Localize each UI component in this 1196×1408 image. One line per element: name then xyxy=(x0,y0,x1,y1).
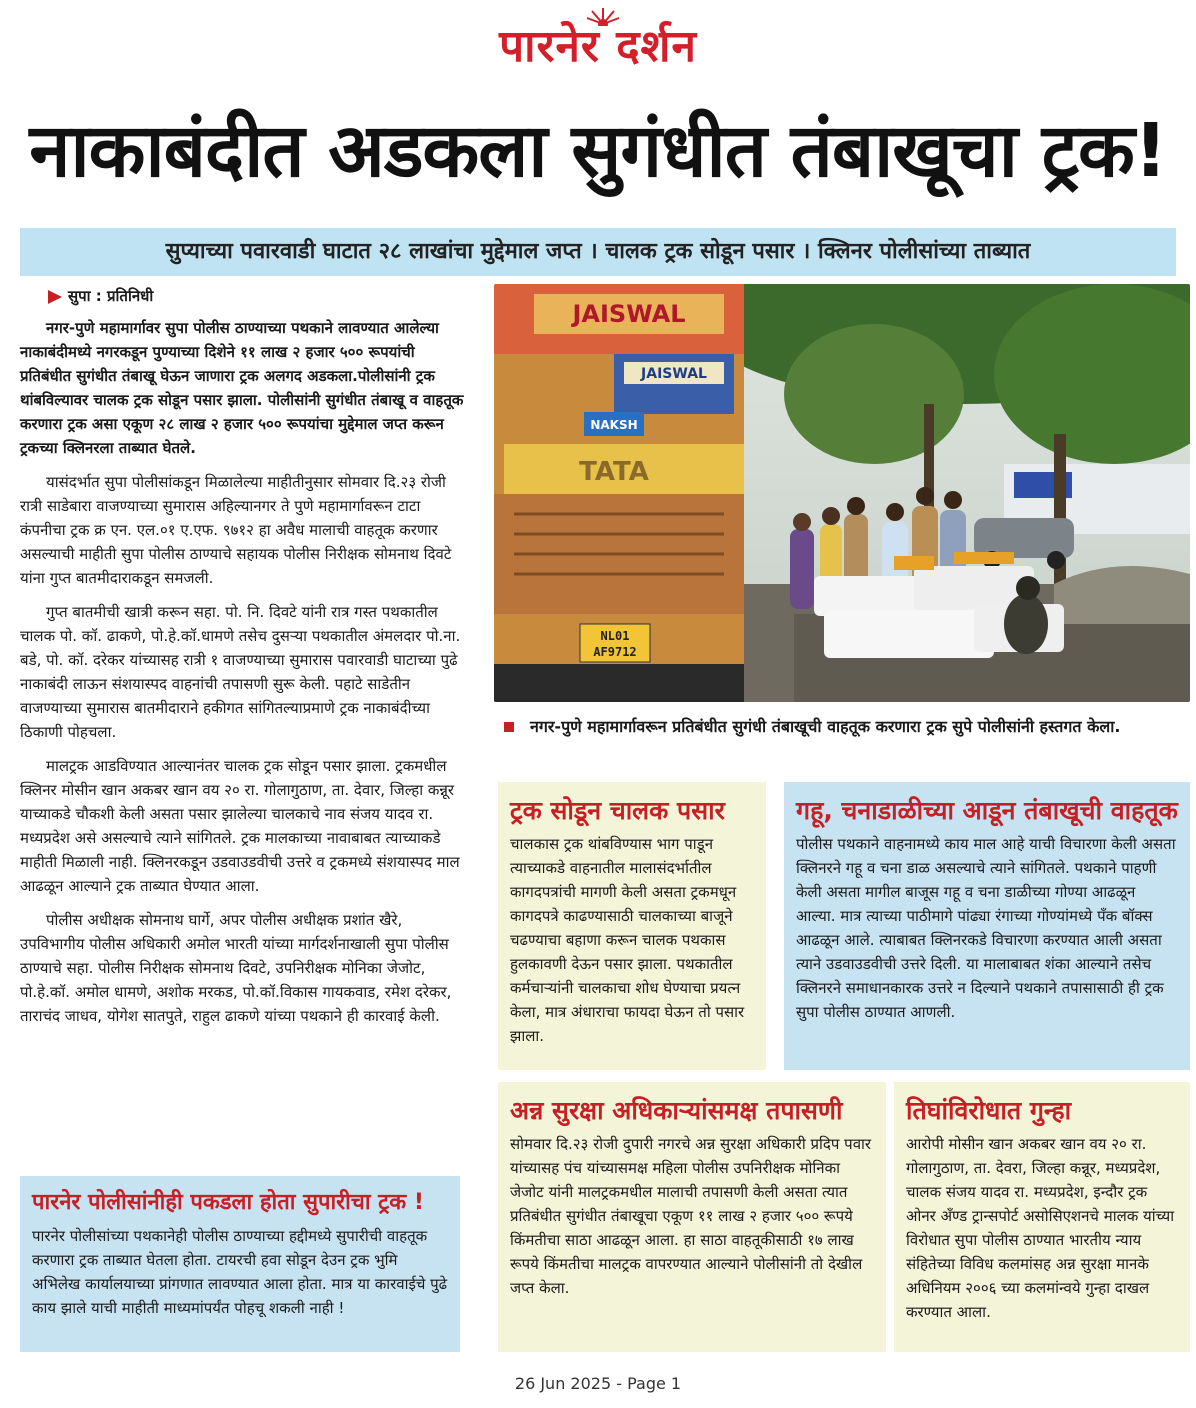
box-title: अन्न सुरक्षा अधिकाऱ्यांसमक्ष तपासणी xyxy=(510,1096,843,1125)
page-footer: 26 Jun 2025 - Page 1 xyxy=(514,1374,682,1393)
sidebar-box-food-safety xyxy=(498,1082,886,1352)
article-paragraph: पोलीस अधीक्षक सोमनाथ घार्गे, अपर पोलीस अधीक्षक प्रशांत खैरे, उपविभागीय पोलीस अधिकारी अमोल भारती यांच्या मार्गदर्शनाखाली सुपा पोलीस ठाण्याचे सहा. पोलीस निरीक्षक सोमनाथ दिवटे, उपनिरीक्षक मोनिका जेजोट, पो.हे.कॉ. अमोल धामणे, अशोक मरकड, पो.कॉ.विकास गायकवाड, रमेश दरेकर, ताराचंद जाधव, योगेश सातपुते, राहुल ढाकणे यांच्या पथकाने ही कारवाई केली. xyxy=(20,911,452,1025)
news-photo xyxy=(494,284,1190,702)
box-body: चालकास ट्रक थांबविण्यास भाग पाडून त्याच्याकडे वाहनातील मालासंदर्भातील कागदपत्रांची मागणी केली असता ट्रकमधून कागदपत्रे काढण्यासाठी चालकाच्या बाजूने चढण्याचा बहाणा करून चालक पथकास हुलकावणी देऊन पसार झाला. पथकातील कर्मचाऱ्यांनी चालकाचा शोध घेण्याचा प्रयत्न केला, मात्र अंधाराचा फायदा घेऊन तो पसार झाला. xyxy=(510,835,745,1045)
square-marker-icon xyxy=(504,722,514,732)
article-lead: नगर-पुणे महामार्गावर सुपा पोलीस ठाण्याच्या पथकाने लावण्यात आलेल्या नाकाबंदीमध्ये नगरकडून पुण्याच्या दिशेने ११ लाख २ हजार ५०० रूपयांची प्रतिबंधीत सुगंधीत तंबाखू घेऊन जाणारा ट्रक अलगद अडकला.पोलीसांनी ट्रक थांबविल्यावर चालक ट्रक सोडून पसार झाला. पोलीसांनी सुगंधीत तंबाखू व वाहतूक करणारा ट्रक असा एकूण २८ लाख २ हजार ५०० रूपयांचा मुद्देमाल जप्त करून ट्रकच्या क्लिनरला ताब्यात घेतले. xyxy=(20,319,464,457)
box-body: सोमवार दि.२३ रोजी दुपारी नगरचे अन्न सुरक्षा अधिकारी प्रदिप पवार यांच्यासह पंच यांच्यासमक्ष महिला पोलीस उपनिरीक्षक मोनिका जेजोट यांनी मालट्रकमधील मालाची तपासणी केली असता त्यात प्रतिबंधीत सुगंधीत तंबाखूचा एकूण ११ लाख २ हजार ५०० रूपये किंमतीचा साठा आढळून आला. हा साठा वाहतूकीसाठी १७ लाख रूपये किंमतीचा मालट्रक वापरण्यात आल्याने पोलीसांनी तो देखील जप्त केला. xyxy=(510,1135,872,1297)
box-title: तिघांविरोधात गुन्हा xyxy=(906,1096,1072,1125)
article-body xyxy=(20,316,470,1038)
box-body: पोलीस पथकाने वाहनामध्ये काय माल आहे याची विचारणा केली असता क्लिनरने गहू व चना डाळ असल्याचे त्याने सांगितले. पथकाने पाहणी केली असता मागील बाजूस गहू व चना डाळीच्या गोण्या आढळून आल्या. मात्र त्याच्या पाठीमागे पांढ्या रंगाच्या गोण्यांमध्ये पँक बॉक्स आढळून आले. त्याबाबत क्लिनरकडे विचारणा करण्यात आली असता त्याने उडवाउडवीची उत्तरे दिली. या मालाबाबत शंका आल्याने तसेच क्लिनरने समाधानकारक उत्तरे न दिल्याने पथकाने तपासासाठी ही ट्रक सुपा पोलीस ठाण्यात आणली. xyxy=(796,835,1176,1021)
plate-line-1: NL01 xyxy=(600,629,630,643)
subhead: सुप्याच्या पवारवाडी घाटात २८ लाखांचा मुद्देमाल जप्त । चालक ट्रक सोडून पसार । क्लिनर पोलीसांच्या ताब्यात xyxy=(165,239,1031,264)
box-title: पारनेर पोलीसांनीही पकडला होता सुपारीचा ट्रक ! xyxy=(32,1190,424,1215)
sidebar-box-parner-police xyxy=(20,1176,460,1352)
article-paragraph: यासंदर्भात सुपा पोलीसांकडून मिळालेल्या माहीतीनुसार सोमवार दि.२३ रोजी रात्री साडेबारा वाजण्याच्या सुमारास अहिल्यानगर ते पुणे महामार्गावरून टाटा कंपनीचा ट्रक क्र एन. एल.०१ ए.एफ. ९७१२ हा अवैध मालाची वाहतूक करणार असल्याची माहीती सुपा पोलीस ठाण्याचे सहायक पोलीस निरीक्षक सोमनाथ दिवटे यांना गुप्त बातमीदाराकडून समजली. xyxy=(20,473,452,587)
byline xyxy=(48,286,153,306)
arrow-marker-icon xyxy=(48,290,62,304)
naksh-label: NAKSH xyxy=(590,418,638,432)
byline-text: सुपा : प्रतिनिधी xyxy=(68,287,154,305)
box-body: पारनेर पोलीसांच्या पथकानेही पोलीस ठाण्याच्या हद्दीमध्ये सुपारीची वाहतूक करणारा ट्रक ताब्यात घेतला होता. टायरची हवा सोडून देउन ट्रक भुमि अभिलेख कार्यालयाच्या प्रांगणात लावण्यात आला होता. मात्र या कारवाईचे पुढे काय झाले याची माहीती माध्यमांपर्यंत पोहचू शकली नाही ! xyxy=(32,1227,448,1317)
truck-mid-label: JAISWAL xyxy=(641,366,707,382)
box-title: गहू, चनाडाळीच्या आडून तंबाखूची वाहतूक xyxy=(796,796,1178,825)
article-paragraph: गुप्त बातमीची खात्री करून सहा. पो. नि. दिवटे यांनी रात्र गस्त पथकातील चालक पो. कॉ. ढाकणे, पो.हे.कॉ.धामणे तसेच दुसऱ्या पथकातील अंमलदार पो.ना. बडे, पो. कॉ. दरेकर यांच्यासह रात्री १ वाजण्याच्या सुमारास पवारवाडी घाटाच्या पुढे नाकाबंदी लाऊन संशयास्पद वाहनांची तपासणी सुरू केली. पहाटे साडेतीन वाजण्याच्या सुमारास बातमीदाराने हकीगत सांगितल्याप्रमाणे ट्रक नाकाबंदीच्या ठिकाणी पोहचला. xyxy=(20,603,461,741)
masthead xyxy=(0,6,1196,76)
article-paragraph: मालट्रक आडविण्यात आल्यानंतर चालक ट्रक सोडून पसार झाला. ट्रकमधील क्लिनर मोसीन खान अकबर खान वय २० रा. गोलागुठाण, ता. देवार, जिल्हा कन्नूर याच्याकडे चौकशी केली असता पसार झालेल्या चालकाचे नाव संजय यादव रा. मध्यप्रदेश असे असल्याचे त्याने सांगितले. ट्रक मालकाच्या नावाबाबत त्याच्याकडे माहीती मिळाली नाही. क्लिनरकडून उडवाउडवीची उत्तरे व ट्रकमध्ये संशयास्पद माल आढळून आल्याने ट्रक ताब्यात घेण्यात आला. xyxy=(20,757,460,895)
caption-text: नगर-पुणे महामार्गावरून प्रतिबंधीत सुगंधी तंबाखूची वाहतूक करणारा ट्रक सुपे पोलीसांनी हस्तगत केला. xyxy=(530,717,1121,736)
photo-caption xyxy=(504,714,1194,740)
box-body: आरोपी मोसीन खान अकबर खान वय २० रा. गोलागुठाण, ता. देवरा, जिल्हा कन्नूर, मध्यप्रदेश, चालक संजय यादव रा. मध्यप्रदेश, इन्दौर ट्रक ओनर अँण्ड ट्रान्सपोर्ट असोसिएशनचे मालक यांच्या विरोधात सुपा पोलीस ठाण्यात भारतीय न्याय संहितेच्या विविध कलमांसह अन्न सुरक्षा मानके अधिनियम २००६ च्या कलमांन्वये गुन्हा दाखल करण्यात आला. xyxy=(906,1135,1175,1321)
sidebar-box-wheat-cover xyxy=(784,782,1190,1070)
box-title: ट्रक सोडून चालक पसार xyxy=(510,796,725,825)
plate-line-2: AF9712 xyxy=(593,645,637,659)
sidebar-box-driver-fled xyxy=(498,782,766,1070)
masthead-title: पारनेर दर्शन xyxy=(499,21,697,72)
headline: नाकाबंदीत अडकला सुगंधीत तंबाखूचा ट्रक! xyxy=(29,108,1167,194)
tata-brand: TATA xyxy=(579,457,649,487)
sidebar-box-case-filed xyxy=(894,1082,1190,1352)
truck-top-label: JAISWAL xyxy=(572,300,686,328)
truck-photo-illustration xyxy=(494,284,1190,702)
